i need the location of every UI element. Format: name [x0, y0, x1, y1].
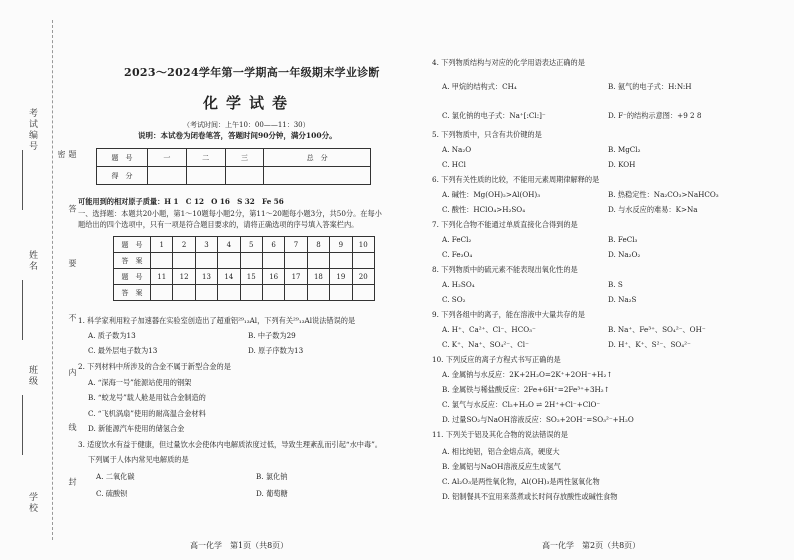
right-page: [432, 0, 777, 560]
q2-option-b: B. “蛟龙号”载人舱是用钛合金制造的: [88, 393, 206, 402]
name-label: 姓名: [27, 250, 37, 272]
class-label: 班级: [27, 365, 37, 387]
answer-num: 2: [173, 237, 195, 253]
answer-num: 11: [151, 269, 173, 285]
q1-option-a: A. 质子数为13: [88, 331, 136, 340]
q8-option-d: D. Na₂S: [608, 295, 637, 304]
answer-cell[interactable]: [218, 285, 240, 301]
answer-num: 6: [262, 237, 284, 253]
answer-cell[interactable]: [262, 253, 284, 269]
answer-num: 7: [285, 237, 307, 253]
q4-option-a: A. 甲烷的结构式：CH₄: [442, 82, 517, 91]
answer-cell[interactable]: [151, 285, 173, 301]
q5-option-c: C. HCl: [442, 160, 466, 169]
answer-cell[interactable]: [195, 285, 217, 301]
q3-option-c: C. 硫酸钡: [96, 489, 128, 498]
q3-option-b: B. 氯化钠: [256, 472, 288, 481]
answer-cell[interactable]: [330, 285, 352, 301]
answer-num: 1: [151, 237, 173, 253]
score-cell[interactable]: [186, 167, 225, 185]
answer-cell[interactable]: [195, 253, 217, 269]
answer-num: 13: [195, 269, 217, 285]
q1-stem: 1. 科学家利用粒子加速器在实验室创造出了超重铝²⁹₁₃Al，下列有关²⁹₁₃Al说法错误的是: [78, 316, 356, 325]
subject-title: 化学试卷: [203, 94, 296, 112]
answer-num: 14: [218, 269, 240, 285]
score-cell[interactable]: [148, 167, 187, 185]
q8-option-b: B. S: [608, 280, 623, 289]
answer-label: 答 案: [114, 285, 151, 301]
answer-num: 12: [173, 269, 195, 285]
q11-option-c: C. Al₂O₃是两性氧化物，Al(OH)₃是两性氢氧化物: [442, 477, 600, 486]
q7-option-a: A. FeCl₂: [442, 235, 472, 244]
q4-option-b: B. 氨气的电子式：H:N:H: [608, 82, 692, 91]
answer-cell[interactable]: [285, 285, 307, 301]
q7-option-c: C. Fe₃O₄: [442, 250, 473, 259]
answer-head: 题 号: [114, 269, 151, 285]
q4-stem: 4. 下列物质结构与对应的化学用语表达正确的是: [432, 58, 585, 67]
q5-option-b: B. MgCl₂: [608, 145, 641, 154]
q7-stem: 7. 下列化合物不能通过单质直接化合得到的是: [432, 220, 578, 229]
q10-option-b: B. 金属铁与稀盐酸反应：2Fe+6H⁺=2Fe³⁺+3H₂↑: [442, 385, 610, 394]
q4-option-d: D. F⁻的结构示意图：+9 2 8: [608, 111, 702, 120]
score-cell[interactable]: [264, 167, 371, 185]
q3-stem-2: 下列属于人体内常见电解质的是: [88, 455, 189, 464]
q10-option-c: C. 氯气与水反应：Cl₂+H₂O ⇌ 2H⁺+Cl⁻+ClO⁻: [442, 400, 601, 409]
class-line: [22, 395, 23, 455]
q3-stem: 3. 适度饮水有益于健康，但过量饮水会使体内电解质浓度过低，导致生理紊乱而引起“水中毒”。: [78, 440, 382, 449]
answer-num: 8: [307, 237, 329, 253]
answer-cell[interactable]: [307, 285, 329, 301]
answer-cell[interactable]: [307, 253, 329, 269]
exam-title: 2023～2024学年第一学期高一年级期末学业诊断: [124, 66, 380, 79]
q9-option-b: B. Na⁺、Fe³⁺、SO₄²⁻、OH⁻: [608, 325, 706, 334]
q11-option-d: D. 铝制餐具不宜用来蒸煮或长时间存放酸性或碱性食物: [442, 492, 618, 501]
exam-time: （考试时间：上午10：00——11：30）: [183, 121, 310, 129]
q1-option-c: C. 最外层电子数为13: [88, 346, 158, 355]
q9-option-c: C. K⁺、Na⁺、SO₄²⁻、Cl⁻: [442, 340, 529, 349]
answer-cell[interactable]: [330, 253, 352, 269]
left-page: [78, 0, 396, 560]
q2-option-c: C. “飞机涡扇”使用的耐高温合金材料: [88, 409, 206, 418]
answer-cell[interactable]: [285, 253, 307, 269]
answer-num: 5: [240, 237, 262, 253]
atomic-masses: 可能用到的相对原子质量：H 1 C 12 O 16 S 32 Fe 56: [78, 197, 284, 206]
q11-stem: 11. 下列关于铝及其化合物的说法错误的是: [432, 430, 568, 439]
answer-num: 16: [262, 269, 284, 285]
answer-cell[interactable]: [352, 285, 374, 301]
q8-option-a: A. H₂SO₄: [442, 280, 475, 289]
q10-option-a: A. 金属钠与水反应：2K+2H₂O=2K⁺+2OH⁻+H₂↑: [442, 370, 613, 379]
score-head-0: 题 号: [97, 149, 148, 167]
seal-warning: 题 答 要 不 内 线 封 密: [57, 150, 77, 508]
answer-table: [113, 236, 375, 301]
q7-option-b: B. FeCl₃: [608, 235, 638, 244]
answer-cell[interactable]: [173, 285, 195, 301]
q8-option-c: C. SO₂: [442, 295, 466, 304]
q3-option-a: A. 二氧化碳: [96, 472, 135, 481]
q9-stem: 9. 下列各组中的离子，能在溶液中大量共存的是: [432, 310, 585, 319]
exam-number-line: [22, 150, 23, 210]
answer-cell[interactable]: [240, 253, 262, 269]
q2-option-d: D. 新能源汽车使用的储氢合金: [88, 424, 185, 433]
q5-stem: 5. 下列物质中，只含有共价键的是: [432, 130, 542, 139]
score-head-4: 总 分: [264, 149, 371, 167]
score-row-label: 得 分: [97, 167, 148, 185]
answer-cell[interactable]: [352, 253, 374, 269]
answer-num: 19: [330, 269, 352, 285]
exam-number-label: 考试编号: [27, 108, 37, 152]
q5-option-d: D. KOH: [608, 160, 636, 169]
answer-cell[interactable]: [262, 285, 284, 301]
q1-option-d: D. 原子序数为13: [248, 346, 304, 355]
q6-option-b: B. 热稳定性：Na₂CO₃>NaHCO₃: [608, 190, 719, 199]
q2-option-a: A. “深海一号”能源站使用的钢架: [88, 378, 192, 387]
q3-option-d: D. 葡萄糖: [256, 489, 288, 498]
q10-stem: 10. 下列反应的离子方程式书写正确的是: [432, 355, 561, 364]
name-line: [22, 280, 23, 340]
footer-page-1: 高一化学 第1页（共8页）: [190, 541, 289, 550]
answer-cell[interactable]: [218, 253, 240, 269]
q6-option-c: C. 酸性：HClO₄>H₂SO₄: [442, 205, 526, 214]
answer-head: 题 号: [114, 237, 151, 253]
answer-num: 15: [240, 269, 262, 285]
score-head-3: 三: [225, 149, 264, 167]
q8-stem: 8. 下列物质中的硫元素不能表现出氧化性的是: [432, 265, 578, 274]
q6-option-d: D. 与水反应的难易：K>Na: [608, 205, 698, 214]
q10-option-d: D. 过量SO₂与NaOH溶液反应：SO₂+2OH⁻=SO₃²⁻+H₂O: [442, 415, 634, 424]
answer-num: 4: [218, 237, 240, 253]
q6-stem: 6. 下列有关性质的比较，不能用元素周期律解释的是: [432, 175, 600, 184]
answer-label: 答 案: [114, 253, 151, 269]
answer-num: 9: [330, 237, 352, 253]
q9-option-d: D. H⁺、K⁺、S²⁻、SO₄²⁻: [608, 340, 691, 349]
answer-num: 3: [195, 237, 217, 253]
seal-line: [52, 20, 53, 540]
binding-margin: [0, 0, 77, 560]
answer-num: 10: [352, 237, 374, 253]
answer-cell[interactable]: [151, 253, 173, 269]
answer-num: 18: [307, 269, 329, 285]
answer-cell[interactable]: [173, 253, 195, 269]
section1-line2: 题给出的四个选项中，只有一项是符合题目要求的，请将正确选项的序号填入答案栏内。: [78, 220, 359, 229]
footer-page-2: 高一化学 第2页（共8页）: [542, 541, 641, 550]
score-table: [96, 148, 371, 185]
q4-option-c: C. 氯化钠的电子式：Na⁺[:Cl:]⁻: [442, 111, 546, 120]
school-label: 学校: [27, 492, 37, 514]
q1-option-b: B. 中子数为29: [248, 331, 296, 340]
q2-stem: 2. 下列材料中所涉及的合金不属于新型合金的是: [78, 362, 231, 371]
q7-option-d: D. Na₂O₂: [608, 250, 641, 259]
score-head-1: 一: [148, 149, 187, 167]
score-head-2: 二: [186, 149, 225, 167]
answer-num: 20: [352, 269, 374, 285]
exam-note: 说明：本试卷为闭卷笔答，答题时间90分钟，满分100分。: [138, 131, 337, 140]
q11-option-a: A. 相比纯铝，铝合金熔点高，硬度大: [442, 447, 560, 456]
q11-option-b: B. 金属铝与NaOH溶液反应生成氢气: [442, 462, 561, 471]
q9-option-a: A. H⁺、Ca²⁺、Cl⁻、HCO₃⁻: [442, 325, 536, 334]
q6-option-a: A. 碱性：Mg(OH)₂>Al(OH)₃: [442, 190, 541, 199]
q5-option-a: A. Na₂O: [442, 145, 472, 154]
section1-line1: 一、选择题：本题共20小题，第1～10题每小题2分，第11～20题每小题3分，共50分。在每小: [78, 209, 382, 218]
answer-cell[interactable]: [240, 285, 262, 301]
answer-num: 17: [285, 269, 307, 285]
score-cell[interactable]: [225, 167, 264, 185]
